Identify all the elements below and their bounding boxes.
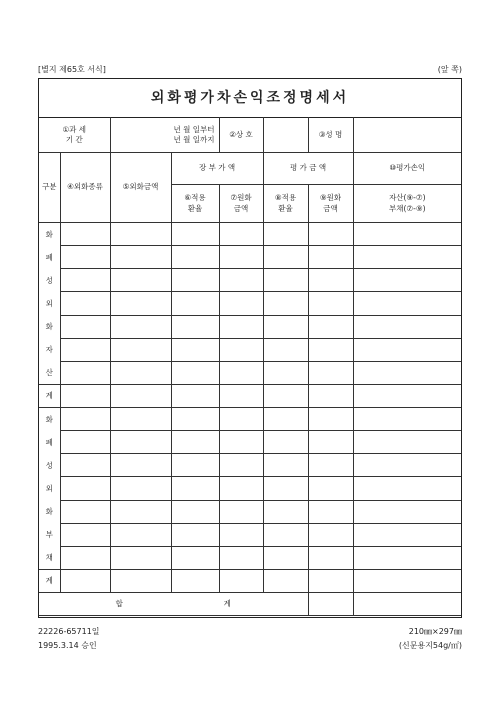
- rate-6-line1: ⑥적용: [184, 193, 206, 203]
- liabilities-char: 화: [45, 507, 53, 516]
- table-row: [39, 408, 461, 431]
- cell[interactable]: [110, 361, 171, 384]
- liabilities-char: 부: [45, 530, 53, 539]
- cell[interactable]: [171, 523, 219, 546]
- col-appraised-value: 평 가 금 액: [263, 153, 353, 185]
- won-7-line2: 금액: [233, 203, 249, 213]
- company-field[interactable]: [263, 118, 308, 153]
- header-row-1: [39, 153, 461, 185]
- cell[interactable]: [353, 523, 461, 546]
- info-row: [39, 118, 461, 153]
- cell[interactable]: [308, 361, 353, 384]
- form-frame: [38, 78, 462, 618]
- paper-type: (신문용지54g/㎡): [398, 641, 462, 650]
- cell[interactable]: [219, 223, 263, 246]
- form-title: 외화평가차손익조정명세서: [150, 90, 350, 106]
- cell[interactable]: [308, 570, 353, 593]
- cell[interactable]: [263, 570, 308, 593]
- cell[interactable]: [353, 246, 461, 269]
- cell[interactable]: [110, 315, 171, 338]
- form-code: 22226-65711일: [38, 627, 100, 636]
- liabilities-char: 성: [45, 461, 53, 470]
- cell[interactable]: [171, 454, 219, 477]
- cell[interactable]: [171, 338, 219, 361]
- cell[interactable]: [60, 408, 110, 431]
- assets-char: 자: [45, 345, 53, 354]
- cell[interactable]: [60, 223, 110, 246]
- period-value-cell[interactable]: [110, 118, 219, 153]
- col-gain-loss: ⑩평가손익: [353, 153, 461, 185]
- cell[interactable]: [219, 454, 263, 477]
- cell[interactable]: [219, 269, 263, 292]
- table-row: [39, 454, 461, 477]
- cell[interactable]: [353, 292, 461, 315]
- cell[interactable]: [263, 292, 308, 315]
- liabilities-subtotal-row: [39, 570, 461, 593]
- col-rate-6: [171, 185, 219, 223]
- cell[interactable]: [171, 223, 219, 246]
- won-7-line1: ⑦원화: [230, 193, 252, 203]
- cell[interactable]: [171, 385, 219, 408]
- cell[interactable]: [308, 500, 353, 523]
- cell[interactable]: [60, 246, 110, 269]
- cell[interactable]: [308, 223, 353, 246]
- cell[interactable]: [219, 546, 263, 569]
- approval-date: 1995.3.14 승인: [38, 641, 97, 650]
- statement-table: [39, 117, 461, 616]
- cell[interactable]: [219, 315, 263, 338]
- cell[interactable]: [110, 500, 171, 523]
- cell[interactable]: [60, 477, 110, 500]
- cell[interactable]: [353, 338, 461, 361]
- cell[interactable]: [171, 361, 219, 384]
- cell[interactable]: [308, 385, 353, 408]
- cell[interactable]: [219, 246, 263, 269]
- cell[interactable]: [110, 385, 171, 408]
- cell[interactable]: [60, 361, 110, 384]
- cell[interactable]: [219, 385, 263, 408]
- cell[interactable]: [263, 223, 308, 246]
- cell[interactable]: [353, 477, 461, 500]
- cell[interactable]: [353, 500, 461, 523]
- cell[interactable]: [263, 385, 308, 408]
- table-row: [39, 292, 461, 315]
- cell[interactable]: [219, 570, 263, 593]
- assets-subtotal-label: 계: [39, 385, 60, 408]
- cell[interactable]: [263, 477, 308, 500]
- col-category: 구분: [39, 153, 60, 223]
- table-row: [39, 223, 461, 246]
- cell[interactable]: [353, 269, 461, 292]
- rate-8-line1: ⑧적용: [274, 193, 297, 203]
- table-row: [39, 246, 461, 269]
- cell[interactable]: [308, 477, 353, 500]
- cell[interactable]: [219, 477, 263, 500]
- col-won-7: [219, 185, 263, 223]
- cell[interactable]: [171, 315, 219, 338]
- assets-char: 화: [45, 230, 53, 239]
- cell[interactable]: [171, 292, 219, 315]
- cell[interactable]: [308, 593, 353, 616]
- cell[interactable]: [219, 292, 263, 315]
- liabilities-formula: 부채(⑦-⑨): [389, 203, 426, 213]
- cell[interactable]: [219, 500, 263, 523]
- col-currency-amount: ⑤외화금액: [110, 153, 171, 223]
- grand-total-label: [39, 593, 308, 616]
- cell[interactable]: [60, 500, 110, 523]
- cell[interactable]: [110, 431, 171, 454]
- company-label: ②상 호: [219, 118, 263, 153]
- period-from: 년 월 일부터: [173, 124, 215, 134]
- cell[interactable]: [110, 408, 171, 431]
- liabilities-char: 외: [45, 484, 53, 493]
- won-9-line1: ⑨원화: [319, 193, 342, 203]
- cell[interactable]: [60, 523, 110, 546]
- assets-subtotal-row: [39, 385, 461, 408]
- table-row: [39, 477, 461, 500]
- period-to: 년 월 일까지: [173, 135, 215, 144]
- cell[interactable]: [353, 454, 461, 477]
- cell[interactable]: [263, 246, 308, 269]
- table-row: [39, 523, 461, 546]
- table-row: [39, 315, 461, 338]
- cell[interactable]: [171, 500, 219, 523]
- period-label-2: 기 간: [65, 135, 83, 144]
- cell[interactable]: [353, 593, 461, 616]
- cell[interactable]: [110, 246, 171, 269]
- page-side: (앞 쪽): [437, 65, 462, 74]
- cell[interactable]: [353, 431, 461, 454]
- cell[interactable]: [171, 246, 219, 269]
- cell[interactable]: [263, 523, 308, 546]
- col-formula: [353, 185, 461, 223]
- cell[interactable]: [171, 269, 219, 292]
- assets-char: 성: [45, 276, 53, 285]
- rate-6-line2: 환율: [187, 203, 203, 213]
- cell[interactable]: [263, 546, 308, 569]
- assets-char: 폐: [45, 253, 53, 262]
- cell[interactable]: [353, 546, 461, 569]
- col-rate-8: [263, 185, 308, 223]
- cell[interactable]: [308, 338, 353, 361]
- cell[interactable]: [353, 223, 461, 246]
- cell[interactable]: [308, 292, 353, 315]
- cell[interactable]: [263, 408, 308, 431]
- cell[interactable]: [60, 431, 110, 454]
- cell[interactable]: [60, 570, 110, 593]
- cell[interactable]: [60, 385, 110, 408]
- cell[interactable]: [110, 523, 171, 546]
- cell[interactable]: [110, 223, 171, 246]
- cell[interactable]: [110, 338, 171, 361]
- cell[interactable]: [171, 546, 219, 569]
- table-row: [39, 269, 461, 292]
- liabilities-char: 화: [45, 415, 53, 424]
- cell[interactable]: [308, 269, 353, 292]
- cell[interactable]: [263, 338, 308, 361]
- cell[interactable]: [171, 570, 219, 593]
- cell[interactable]: [353, 570, 461, 593]
- cell[interactable]: [219, 408, 263, 431]
- cell[interactable]: [219, 431, 263, 454]
- cell[interactable]: [110, 477, 171, 500]
- cell[interactable]: [219, 523, 263, 546]
- table-row: [39, 431, 461, 454]
- grand-total-label-2: 계: [223, 598, 231, 608]
- cell[interactable]: [60, 292, 110, 315]
- cell[interactable]: [60, 546, 110, 569]
- cell[interactable]: [110, 454, 171, 477]
- cell[interactable]: [263, 431, 308, 454]
- grand-total-label-1: 합: [115, 598, 123, 608]
- col-won-9: [308, 185, 353, 223]
- liabilities-char: 폐: [45, 438, 53, 447]
- cell[interactable]: [353, 408, 461, 431]
- assets-char: 산: [45, 368, 53, 377]
- table-row: [39, 338, 461, 361]
- cell[interactable]: [110, 546, 171, 569]
- name-field[interactable]: [353, 118, 461, 153]
- cell[interactable]: [219, 338, 263, 361]
- assets-char: 외: [45, 299, 53, 308]
- period-label: ①과 세: [62, 124, 87, 134]
- cell[interactable]: [263, 269, 308, 292]
- section-assets: [39, 223, 60, 385]
- table-row: [39, 361, 461, 384]
- cell[interactable]: [263, 361, 308, 384]
- cell[interactable]: [60, 338, 110, 361]
- grand-total-row: [39, 593, 461, 616]
- name-label: ③성 명: [308, 118, 353, 153]
- section-liabilities: [39, 408, 60, 570]
- cell[interactable]: [263, 315, 308, 338]
- cell[interactable]: [110, 570, 171, 593]
- col-book-value: 장 부 가 액: [171, 153, 263, 185]
- liabilities-subtotal-label: 계: [39, 570, 60, 593]
- cell[interactable]: [60, 454, 110, 477]
- cell[interactable]: [171, 477, 219, 500]
- cell[interactable]: [308, 408, 353, 431]
- cell[interactable]: [308, 246, 353, 269]
- assets-char: 화: [45, 322, 53, 331]
- cell[interactable]: [308, 454, 353, 477]
- liabilities-char: 채: [45, 553, 53, 562]
- cell[interactable]: [60, 269, 110, 292]
- cell[interactable]: [110, 269, 171, 292]
- cell[interactable]: [308, 431, 353, 454]
- rate-8-line2: 환율: [278, 203, 293, 213]
- cell[interactable]: [308, 546, 353, 569]
- cell[interactable]: [263, 454, 308, 477]
- form-number: [별지 제65호 서식]: [38, 65, 106, 74]
- won-9-line2: 금액: [323, 203, 338, 213]
- table-row: [39, 546, 461, 569]
- cell[interactable]: [353, 315, 461, 338]
- paper-size: 210㎜×297㎜: [408, 627, 462, 636]
- cell[interactable]: [308, 315, 353, 338]
- table-row: [39, 500, 461, 523]
- cell[interactable]: [353, 361, 461, 384]
- cell[interactable]: [263, 500, 308, 523]
- assets-formula: 자산(⑨-⑦): [389, 193, 426, 203]
- cell[interactable]: [60, 315, 110, 338]
- cell[interactable]: [171, 431, 219, 454]
- period-label-cell: [39, 118, 110, 153]
- cell[interactable]: [308, 523, 353, 546]
- cell[interactable]: [219, 361, 263, 384]
- col-currency-type: ④외화종류: [60, 153, 110, 223]
- cell[interactable]: [110, 292, 171, 315]
- cell[interactable]: [171, 408, 219, 431]
- cell[interactable]: [353, 385, 461, 408]
